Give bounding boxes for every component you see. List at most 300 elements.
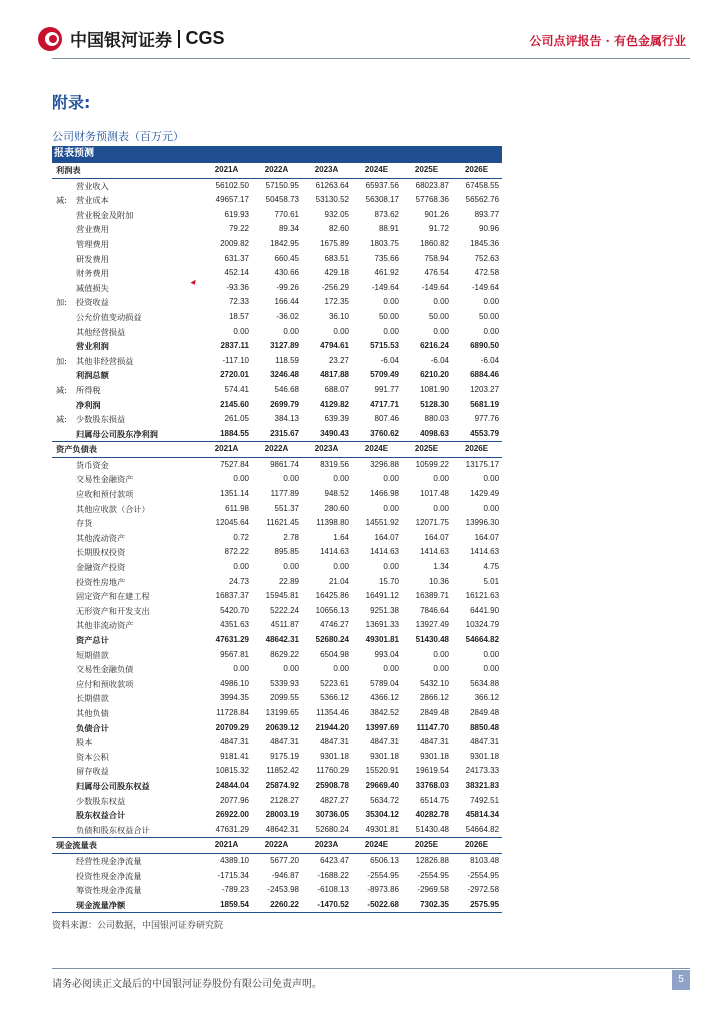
cell-value: 893.77 [474,209,500,219]
row-label [52,237,202,252]
table-row [52,721,502,736]
row-label-text: 营业税金及附加 [76,209,134,220]
page-header [0,0,724,60]
appendix-title: 附录: [52,93,91,112]
cell-value: 16491.12 [365,591,399,601]
cell-value: 2720.01 [220,370,249,380]
row-label [52,339,202,354]
cell-value: 1842.95 [270,238,299,248]
cell-value: 3490.43 [320,428,349,438]
cell-value: -2969.58 [417,885,449,895]
table-row [52,883,502,898]
cell-value: 50458.73 [265,195,299,205]
company-logo [38,26,225,51]
cell-value: 1845.36 [470,238,500,248]
row-label-text: 其他非经营损益 [76,355,134,366]
row-label [52,869,202,884]
cell-value: -946.87 [271,870,299,880]
row-label-text: 负债合计 [76,722,109,733]
cell-value: 5709.49 [370,370,399,380]
row-prefix: 加: [56,297,67,308]
cell-value: -2453.98 [267,885,299,895]
cell-value: 4847.31 [470,737,500,747]
cell-value: 21944.20 [315,722,349,732]
row-label [52,677,202,692]
cell-value: 261.05 [224,414,249,424]
header-divider [52,58,690,59]
cell-value: 51430.48 [415,824,449,834]
table-row [52,604,502,619]
section-header-row [52,838,502,854]
cell-value: 0.00 [433,297,449,307]
cell-value: 51430.48 [415,635,449,644]
cell-value: 10599.22 [415,459,449,469]
row-label [52,487,202,502]
table-row [52,193,502,208]
cell-value: 172.35 [324,297,349,307]
cell-value: 50.00 [428,311,449,321]
cell-value: 56102.50 [215,180,249,190]
cell-value: 1884.55 [220,428,249,438]
row-label-text: 财务费用 [76,268,109,279]
cell-value: 0.00 [333,562,349,572]
year-header: 2023A [302,838,352,854]
cell-value: 5420.70 [220,605,249,615]
row-prefix: 减: [56,414,67,425]
row-label-text: 其他应收款（合计） [76,503,150,514]
cell-value: 5634.72 [370,795,399,805]
table-row [52,648,502,663]
cell-value: 1.64 [333,532,349,542]
cell-value: 5.01 [483,576,500,586]
row-label [52,618,202,633]
cell-value: 384.13 [274,414,299,424]
row-label [52,354,202,369]
row-label [52,662,202,677]
row-label [52,383,202,398]
cell-value: 24173.33 [465,766,500,776]
row-label [52,516,202,531]
cell-value: 35304.12 [365,810,399,820]
cell-value: 2128.27 [270,795,299,805]
cell-value: 366.12 [474,693,500,703]
table-row [52,706,502,721]
cell-value: 14551.92 [365,518,399,528]
cell-value: 67458.55 [465,180,500,190]
cell-value: -5022.68 [352,898,402,913]
cell-value: 22.89 [278,576,299,586]
cell-value: 546.68 [274,384,299,394]
cell-value: 13199.65 [265,707,299,717]
cell-value: 1859.54 [202,898,252,913]
section-title: 资产负债表 [52,442,202,458]
cell-value: -36.02 [276,311,299,321]
cell-value: 0.00 [383,326,399,336]
row-label [52,735,202,750]
cell-value: 11147.70 [416,722,449,732]
cell-value: 3127.89 [270,341,299,351]
cell-value: 47631.29 [215,635,249,644]
cell-value: 0.00 [433,649,449,659]
cell-value: 991.77 [374,384,399,394]
cell-value: 0.00 [483,297,500,307]
cell-value: 4129.82 [320,399,349,409]
row-label [52,633,202,648]
cell-value: 65937.56 [365,180,399,190]
cell-value: 5715.53 [370,341,399,351]
row-label-text: 投资收益 [76,297,109,308]
cell-value: 4511.87 [270,620,299,630]
table-row [52,808,502,823]
year-header: 2026E [452,838,502,854]
row-label-text: 交易性金融负债 [76,664,134,675]
row-label-text: 应付和预收款项 [76,678,134,689]
row-label [52,266,202,281]
page-number: 5 [672,970,690,990]
cell-value: 770.61 [274,209,299,219]
cell-value: 88.91 [378,224,399,234]
cell-value: 6884.46 [470,370,500,380]
cell-value: 2145.60 [220,399,249,409]
row-label [52,823,202,838]
table-row [52,764,502,779]
cell-value: 11621.45 [266,518,299,528]
cell-value: 24844.04 [215,780,249,790]
cell-value: 16389.71 [415,591,449,601]
cell-value: 9301.18 [320,751,349,761]
cell-value: 4098.63 [420,428,449,438]
table-row [52,281,502,296]
cell-value: 0.00 [283,326,299,336]
row-label-text: 营业成本 [76,195,109,206]
cell-value: 6423.47 [320,855,349,865]
cell-value: 3994.35 [220,693,249,703]
cell-value: 52680.24 [315,824,349,834]
cell-value: 10324.79 [465,620,500,630]
row-label [52,545,202,560]
cell-value: 5366.12 [320,693,349,703]
row-label-text: 其他经营损益 [76,326,126,337]
row-label [52,604,202,619]
table-row [52,208,502,223]
cell-value: 38321.83 [465,780,500,790]
cell-value: 2.78 [283,532,299,542]
cell-value: 49301.81 [365,635,399,644]
cell-value: 57150.95 [265,180,299,190]
table-row [52,823,502,838]
cell-value: 8103.48 [470,855,500,865]
row-label-text: 归属母公司股东权益 [76,780,150,791]
cell-value: 49657.17 [215,195,249,205]
cell-value: 9567.81 [220,649,249,659]
table-row [52,427,502,442]
cell-value: 0.00 [383,474,399,484]
cell-value: 8319.56 [320,459,349,469]
cell-value: 57768.36 [415,195,449,205]
financial-forecast-table [52,146,502,913]
cell-value: 6514.75 [420,795,449,805]
cell-value: 4794.61 [320,341,349,351]
cell-value: 11354.46 [316,707,349,717]
cell-value: -99.26 [276,282,299,292]
cell-value: 54664.82 [465,635,500,644]
cell-value: 1414.63 [370,547,399,557]
cell-value: 0.00 [383,297,399,307]
row-label-text: 无形资产和开发支出 [76,605,150,616]
cell-value: 1466.98 [370,489,399,499]
row-label [52,295,202,310]
cell-value: 0.00 [333,326,349,336]
cell-value: 4351.63 [220,620,249,630]
row-label [52,222,202,237]
cell-value: -8973.86 [367,885,399,895]
cell-value: 1429.49 [470,489,500,499]
row-label-text: 其他流动资产 [76,532,126,543]
cell-value: -2972.58 [467,885,500,895]
cell-value: 2315.67 [270,428,299,438]
cell-value: 6441.90 [470,605,500,615]
cell-value: 9251.38 [370,605,399,615]
cell-value: 15.70 [378,576,399,586]
year-header: 2022A [252,163,302,179]
logo-mark-icon [38,27,62,51]
year-header: 2026E [452,163,502,179]
cell-value: 79.22 [228,224,249,234]
row-label-text: 固定资产和在建工程 [76,591,150,602]
cell-value: 4827.27 [320,795,349,805]
row-label-text: 短期借款 [76,649,109,660]
cell-value: 53130.52 [315,195,349,205]
cell-value: 90.96 [479,224,500,234]
table-row [52,677,502,692]
table-row [52,589,502,604]
cell-value: -256.29 [321,282,349,292]
cell-value: 1414.63 [420,547,449,557]
cell-value: 33768.03 [415,780,449,790]
cell-value: -1470.52 [302,898,352,913]
row-label-text: 减值损失 [76,282,109,293]
table-row [52,252,502,267]
cell-value: 7302.35 [402,898,452,913]
row-label [52,779,202,794]
cell-value: 619.93 [224,209,249,219]
row-label [52,193,202,208]
cell-value: -789.23 [221,885,249,895]
cell-value: 0.00 [283,664,299,674]
row-label-text: 少数股东权益 [76,795,126,806]
table-row [52,531,502,546]
table-row [52,398,502,413]
table-row [52,487,502,502]
year-header: 2021A [202,838,252,854]
cell-value: 4553.79 [470,428,500,438]
cell-value: -6108.13 [317,885,349,895]
cell-value: 10815.32 [215,766,249,776]
cell-value: 68023.87 [415,180,449,190]
cell-value: 472.58 [474,268,500,278]
cell-value: 5128.30 [420,399,449,409]
cell-value: 7846.64 [420,605,449,615]
cell-value: -93.36 [226,282,249,292]
row-label-text: 管理费用 [76,238,109,249]
cell-value: -6.04 [430,355,449,365]
cell-value: 30736.05 [315,810,349,820]
cell-value: 872.22 [224,547,249,557]
cell-value: 639.39 [324,414,349,424]
cell-value: 52680.24 [315,635,349,644]
cell-value: 1017.48 [420,489,449,499]
row-label-text: 净利润 [76,399,101,410]
table-title-row [52,146,502,163]
cell-value: 89.34 [278,224,299,234]
cell-value: 164.07 [424,532,449,542]
table-row [52,735,502,750]
footer-divider [52,968,690,969]
cell-value: 25908.78 [315,780,349,790]
cell-value: 429.18 [324,268,349,278]
row-label-text: 投资性现金净流量 [76,870,142,881]
disclaimer-text: 请务必阅读正文最后的中国银河证券股份有限公司免责声明。 [52,979,322,990]
row-label-text: 现金流量净额 [76,899,126,910]
row-label [52,457,202,472]
year-header: 2025E [402,838,452,854]
cell-value: 5634.88 [470,678,500,688]
logo-chinese-name: 中国银河证券 [70,31,172,51]
cell-value: 20639.12 [265,722,299,732]
cell-value: 895.85 [274,547,299,557]
row-label [52,883,202,898]
cell-value: -1715.34 [217,870,249,880]
cell-value: 0.00 [433,503,449,513]
cell-value: 6216.24 [420,341,449,351]
table-row [52,575,502,590]
cell-value: 23.27 [328,355,349,365]
cell-value: 807.46 [374,414,399,424]
row-label [52,560,202,575]
cell-value: 2077.96 [220,795,249,805]
row-label-text: 货币资金 [76,459,109,470]
cell-value: 5789.04 [370,678,399,688]
cell-value: -6.04 [480,355,500,365]
cell-value: 24.73 [228,576,249,586]
cell-value: 932.05 [324,209,349,219]
cell-value: 164.07 [474,532,500,542]
cell-value: 11728.84 [216,707,249,717]
cell-value: 54664.82 [465,824,500,834]
row-label-text: 长期借款 [76,693,109,704]
section-header-row [52,163,502,179]
cell-value: 72.33 [228,297,249,307]
table-row [52,354,502,369]
cell-value: 82.60 [328,224,349,234]
row-label-text: 少数股东损益 [76,414,126,425]
cell-value: -149.64 [421,282,449,292]
cell-value: 0.00 [483,503,500,513]
cell-value: 91.72 [428,224,449,234]
cell-value: 56562.76 [465,195,500,205]
cell-value: 13996.30 [465,518,500,528]
report-type: 公司点评报告 · 有色金属行业 [529,34,686,48]
cell-value: 10.36 [428,576,449,586]
row-label [52,208,202,223]
table-row [52,325,502,340]
cell-value: 4847.31 [320,737,349,747]
cell-value: 2837.11 [220,341,249,351]
table-row [52,457,502,472]
cell-value: 683.51 [324,253,349,263]
cell-value: 21.04 [328,576,349,586]
cell-value: 4746.27 [320,620,349,630]
cell-value: 11852.42 [266,766,299,776]
row-label-text: 交易性金融资产 [76,474,134,485]
year-header: 2024E [352,163,402,179]
cell-value: 4366.12 [370,693,399,703]
cell-value: 3246.48 [270,370,299,380]
cell-value: 45814.34 [465,810,500,820]
cell-value: 461.92 [374,268,399,278]
cell-value: 16837.37 [215,591,249,601]
row-label-text: 股本 [76,737,93,748]
row-label [52,898,202,913]
cell-value: 9301.18 [470,751,500,761]
cell-value: 164.07 [374,532,399,542]
table-row [52,794,502,809]
cell-value: 11398.80 [316,518,349,528]
cell-value: 20709.29 [215,722,249,732]
row-label-text: 营业费用 [76,224,109,235]
cell-value: 873.62 [374,209,399,219]
cell-value: 16425.86 [315,591,349,601]
year-header: 2021A [202,163,252,179]
cell-value: 12826.88 [415,855,449,865]
cell-value: 25874.92 [265,780,299,790]
table-row [52,368,502,383]
cell-value: 4847.31 [220,737,249,747]
row-label [52,750,202,765]
year-header: 2024E [352,838,402,854]
cell-value: 0.00 [433,326,449,336]
row-label [52,706,202,721]
cell-value: 10656.13 [315,605,349,615]
cell-value: 6506.13 [370,855,399,865]
cell-value: 0.00 [233,474,249,484]
row-label [52,281,202,296]
cell-value: 56308.17 [365,195,399,205]
row-label-text: 其他负债 [76,707,109,718]
row-label [52,764,202,779]
cell-value: 5223.61 [320,678,349,688]
row-label-text: 筹资性现金净流量 [76,885,142,896]
table-row [52,383,502,398]
table-row [52,310,502,325]
cell-value: 2849.48 [470,707,500,717]
table-row [52,853,502,868]
cell-value: 2849.48 [420,707,449,717]
row-label-text: 资产总计 [76,635,109,645]
row-label-text: 负债和股东权益合计 [76,824,150,835]
cell-value: -6.04 [380,355,399,365]
row-label [52,808,202,823]
cell-value: 0.00 [483,474,500,484]
year-header: 2021A [202,442,252,458]
cell-value: 2099.55 [270,693,299,703]
cell-value: 0.00 [233,326,249,336]
cell-value: 5339.93 [270,678,299,688]
row-label-text: 所得税 [76,384,101,395]
logo-english-name: CGS [185,28,225,48]
cell-value: 13691.33 [365,620,399,630]
cell-value: 0.00 [333,664,349,674]
